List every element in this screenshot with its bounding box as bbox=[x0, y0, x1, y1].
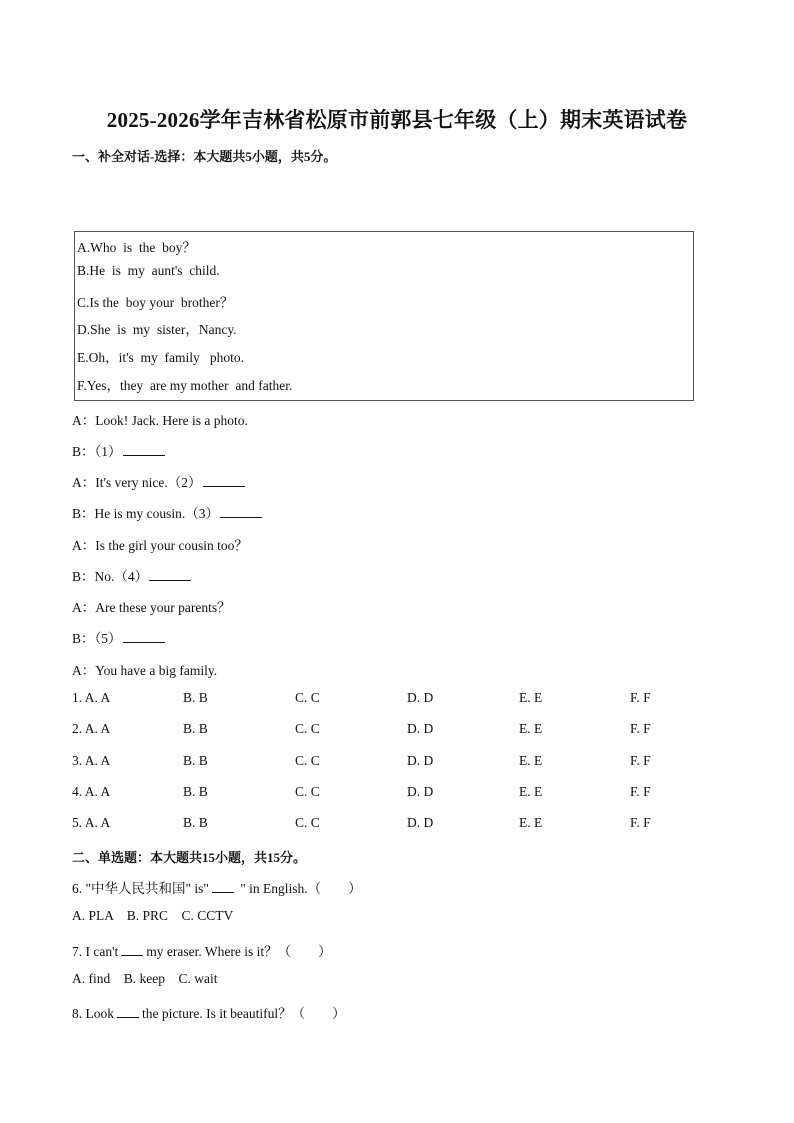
choice-option[interactable]: B. B bbox=[183, 753, 208, 768]
dialogue-line: B：（1） bbox=[72, 440, 165, 460]
dialogue-line: A：Is the girl your cousin too？ bbox=[72, 538, 248, 553]
answer-options-box bbox=[74, 231, 694, 401]
choice-row-3 bbox=[72, 753, 732, 771]
choice-option[interactable]: D. D bbox=[407, 690, 434, 705]
choice-option[interactable]: B. B bbox=[183, 815, 208, 830]
choice-option[interactable]: E. E bbox=[519, 721, 543, 736]
dialogue-line: A：It's very nice.（2） bbox=[72, 471, 245, 491]
choice-option[interactable]: D. D bbox=[407, 721, 434, 736]
choice-option[interactable]: 5. A. A bbox=[72, 815, 111, 830]
choice-option[interactable]: B. B bbox=[183, 690, 208, 705]
choice-option[interactable]: C. C bbox=[295, 815, 320, 830]
choice-option[interactable]: F. F bbox=[630, 721, 651, 736]
option-f: F.Yes，they are my mother and father. bbox=[77, 378, 293, 393]
question-7-options[interactable]: A. find B. keep C. wait bbox=[72, 971, 218, 986]
answer-blank-1[interactable] bbox=[123, 443, 165, 456]
choice-option[interactable]: F. F bbox=[630, 690, 651, 705]
section-2-heading: 二、单选题：本大题共15小题，共15分。 bbox=[72, 850, 307, 865]
choice-option[interactable]: D. D bbox=[407, 784, 434, 799]
choice-option[interactable]: B. B bbox=[183, 721, 208, 736]
choice-option[interactable]: 4. A. A bbox=[72, 784, 111, 799]
choice-row-5 bbox=[72, 815, 732, 833]
option-a: A.Who is the boy？ bbox=[77, 240, 196, 255]
choice-option[interactable]: 1. A. A bbox=[72, 690, 111, 705]
choice-option[interactable]: C. C bbox=[295, 721, 320, 736]
answer-blank-7[interactable] bbox=[121, 943, 143, 956]
question-8: 8. Look the picture. Is it beautiful？（ ） bbox=[72, 1006, 346, 1021]
choice-option[interactable]: C. C bbox=[295, 690, 320, 705]
choice-option[interactable]: E. E bbox=[519, 690, 543, 705]
choice-option[interactable]: 3. A. A bbox=[72, 753, 111, 768]
dialogue-line: B：No.（4） bbox=[72, 565, 191, 585]
option-e: E.Oh，it's my family photo. bbox=[77, 350, 245, 365]
choice-option[interactable]: F. F bbox=[630, 815, 651, 830]
choice-option[interactable]: E. E bbox=[519, 753, 543, 768]
choice-option[interactable]: E. E bbox=[519, 815, 543, 830]
option-b: B.He is my aunt's child. bbox=[77, 263, 220, 278]
choice-option[interactable]: D. D bbox=[407, 753, 434, 768]
answer-blank-5[interactable] bbox=[123, 630, 165, 643]
option-d: D.She is my sister，Nancy. bbox=[77, 322, 237, 337]
answer-blank-2[interactable] bbox=[203, 474, 245, 487]
answer-blank-6[interactable] bbox=[212, 880, 234, 893]
dialogue-line: B：He is my cousin.（3） bbox=[72, 502, 262, 522]
dialogue-line: A：Look! Jack. Here is a photo. bbox=[72, 413, 248, 428]
choice-option[interactable]: F. F bbox=[630, 753, 651, 768]
question-6-options[interactable]: A. PLA B. PRC C. CCTV bbox=[72, 908, 234, 923]
answer-blank-4[interactable] bbox=[149, 568, 191, 581]
dialogue-line: A：You have a big family. bbox=[72, 663, 218, 678]
dialogue-line: A：Are these your parents？ bbox=[72, 600, 231, 615]
page-title: 2025-2026学年吉林省松原市前郭县七年级（上）期末英语试卷 bbox=[106, 108, 688, 132]
dialogue-line: B：（5） bbox=[72, 627, 165, 647]
question-7: 7. I can't my eraser. Where is it？（ ） bbox=[72, 944, 332, 959]
choice-option[interactable]: B. B bbox=[183, 784, 208, 799]
choice-row-1 bbox=[72, 690, 732, 708]
question-6: 6. "中华人民共和国" is" " in English.（ ） bbox=[72, 881, 362, 896]
choice-option[interactable]: 2. A. A bbox=[72, 721, 111, 736]
answer-blank-3[interactable] bbox=[220, 505, 262, 518]
choice-option[interactable]: C. C bbox=[295, 784, 320, 799]
answer-blank-8[interactable] bbox=[117, 1005, 139, 1018]
choice-option[interactable]: D. D bbox=[407, 815, 434, 830]
option-c: C.Is the boy your brother？ bbox=[77, 295, 234, 310]
section-1-heading: 一、补全对话-选择：本大题共5小题，共5分。 bbox=[72, 149, 337, 164]
choice-row-4 bbox=[72, 784, 732, 802]
choice-option[interactable]: C. C bbox=[295, 753, 320, 768]
choice-option[interactable]: F. F bbox=[630, 784, 651, 799]
choice-option[interactable]: E. E bbox=[519, 784, 543, 799]
choice-row-2 bbox=[72, 721, 732, 739]
